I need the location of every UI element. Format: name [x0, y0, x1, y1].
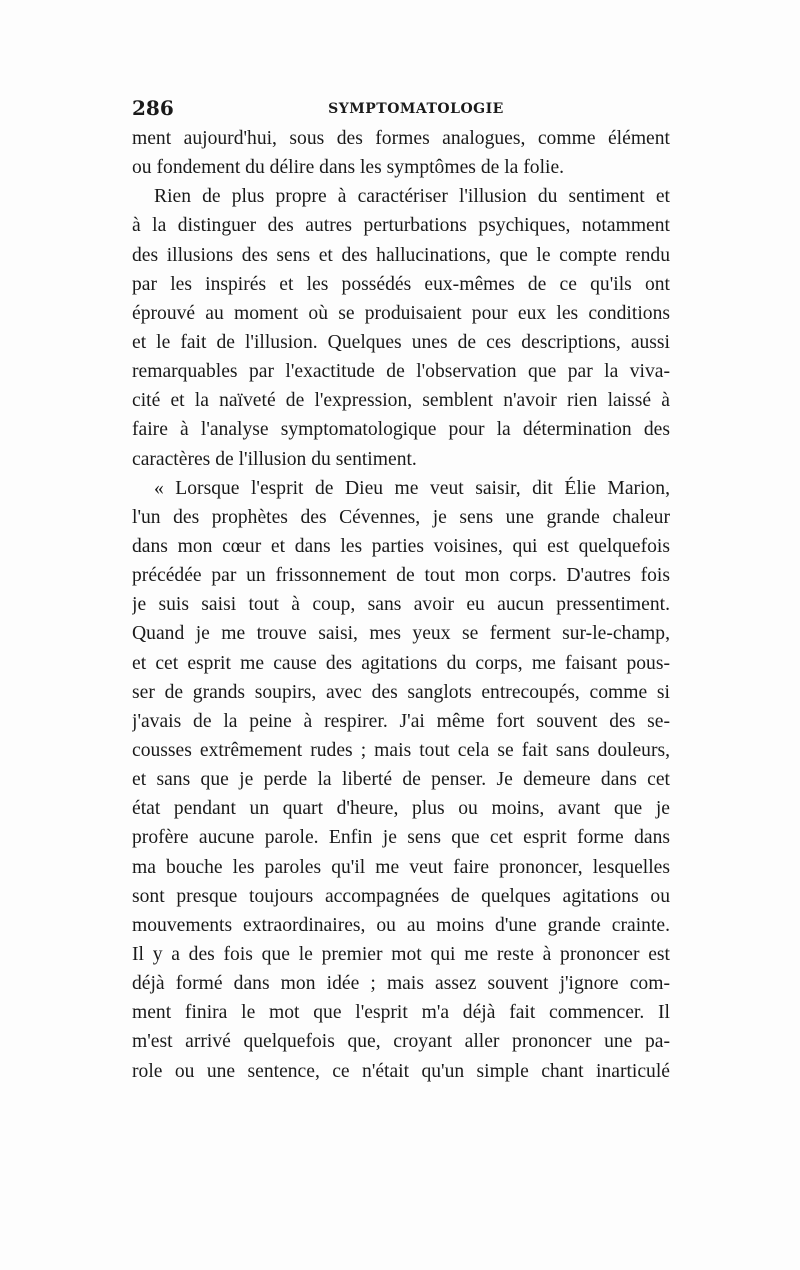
- text-line: et le fait de l'illusion. Quelques unes de ces descriptions, aussi: [132, 331, 670, 353]
- text-line: sont presque toujours accompagnées de quelques agitations ou: [132, 885, 670, 907]
- text-line: Quand je me trouve saisi, mes yeux se ferment sur-le-champ,: [132, 623, 670, 645]
- page-number: 286: [132, 96, 174, 120]
- text-line: faire à l'analyse symptomatologique pour la détermination des: [132, 419, 670, 441]
- text-line: déjà formé dans mon idée ; mais assez souvent j'ignore com-: [132, 973, 670, 995]
- text-line: dans mon cœur et dans les parties voisines, qui est quelquefois: [132, 535, 670, 557]
- text-line: et cet esprit me cause des agitations du corps, me faisant pous-: [132, 652, 670, 674]
- text-line: à la distinguer des autres perturbations psychiques, notamment: [132, 215, 670, 237]
- text-line: je suis saisi tout à coup, sans avoir eu aucun pressentiment.: [132, 594, 670, 616]
- text-line: cousses extrêmement rudes ; mais tout cela se fait sans douleurs,: [132, 739, 670, 761]
- text-line: ma bouche les paroles qu'il me veut faire prononcer, lesquelles: [132, 856, 670, 878]
- text-line: état pendant un quart d'heure, plus ou moins, avant que je: [132, 798, 670, 820]
- text-line: ment finira le mot que l'esprit m'a déjà fait commencer. Il: [132, 1002, 670, 1024]
- text-line: role ou une sentence, ce n'était qu'un simple chant inarticulé: [132, 1060, 670, 1082]
- text-line: éprouvé au moment où se produisaient pour eux les conditions: [132, 302, 670, 324]
- text-line: mouvements extraordinaires, ou au moins d'une grande crainte.: [132, 914, 670, 936]
- text-line: des illusions des sens et des hallucinations, que le compte rendu: [132, 244, 670, 266]
- text-line: ment aujourd'hui, sous des formes analogues, comme élément: [132, 128, 670, 149]
- text-line: profère aucune parole. Enfin je sens que cet esprit forme dans: [132, 827, 670, 849]
- text-line: et sans que je perde la liberté de penser. Je demeure dans cet: [132, 769, 670, 791]
- running-head: SYMPTOMATOLOGIE: [328, 101, 504, 117]
- text-line: j'avais de la peine à respirer. J'ai même fort souvent des se-: [132, 710, 670, 732]
- text-line: remarquables par l'exactitude de l'observation que par la viva-: [132, 361, 670, 383]
- text-line: Il y a des fois que le premier mot qui me reste à prononcer est: [132, 943, 670, 965]
- text-line: m'est arrivé quelquefois que, croyant aller prononcer une pa-: [132, 1031, 670, 1053]
- text-line: par les inspirés et les possédés eux-mêmes de ce qu'ils ont: [132, 273, 670, 295]
- body-text: [132, 124, 670, 1086]
- text-line: Rien de plus propre à caractériser l'illusion du sentiment et: [154, 186, 670, 208]
- text-line: précédée par un frissonnement de tout mon corps. D'autres fois: [132, 565, 670, 587]
- text-line: caractères de l'illusion du sentiment.: [132, 448, 417, 470]
- page-header: [132, 96, 670, 120]
- text-line: ou fondement du délire dans les symptômes de la folie.: [132, 157, 565, 179]
- text-line: « Lorsque l'esprit de Dieu me veut saisir, dit Élie Marion,: [154, 477, 670, 499]
- text-line: cité et la naïveté de l'expression, semblent n'avoir rien laissé à: [132, 390, 670, 412]
- text-line: ser de grands soupirs, avec des sanglots entrecoupés, comme si: [132, 681, 670, 703]
- text-line: l'un des prophètes des Cévennes, je sens une grande chaleur: [132, 506, 670, 528]
